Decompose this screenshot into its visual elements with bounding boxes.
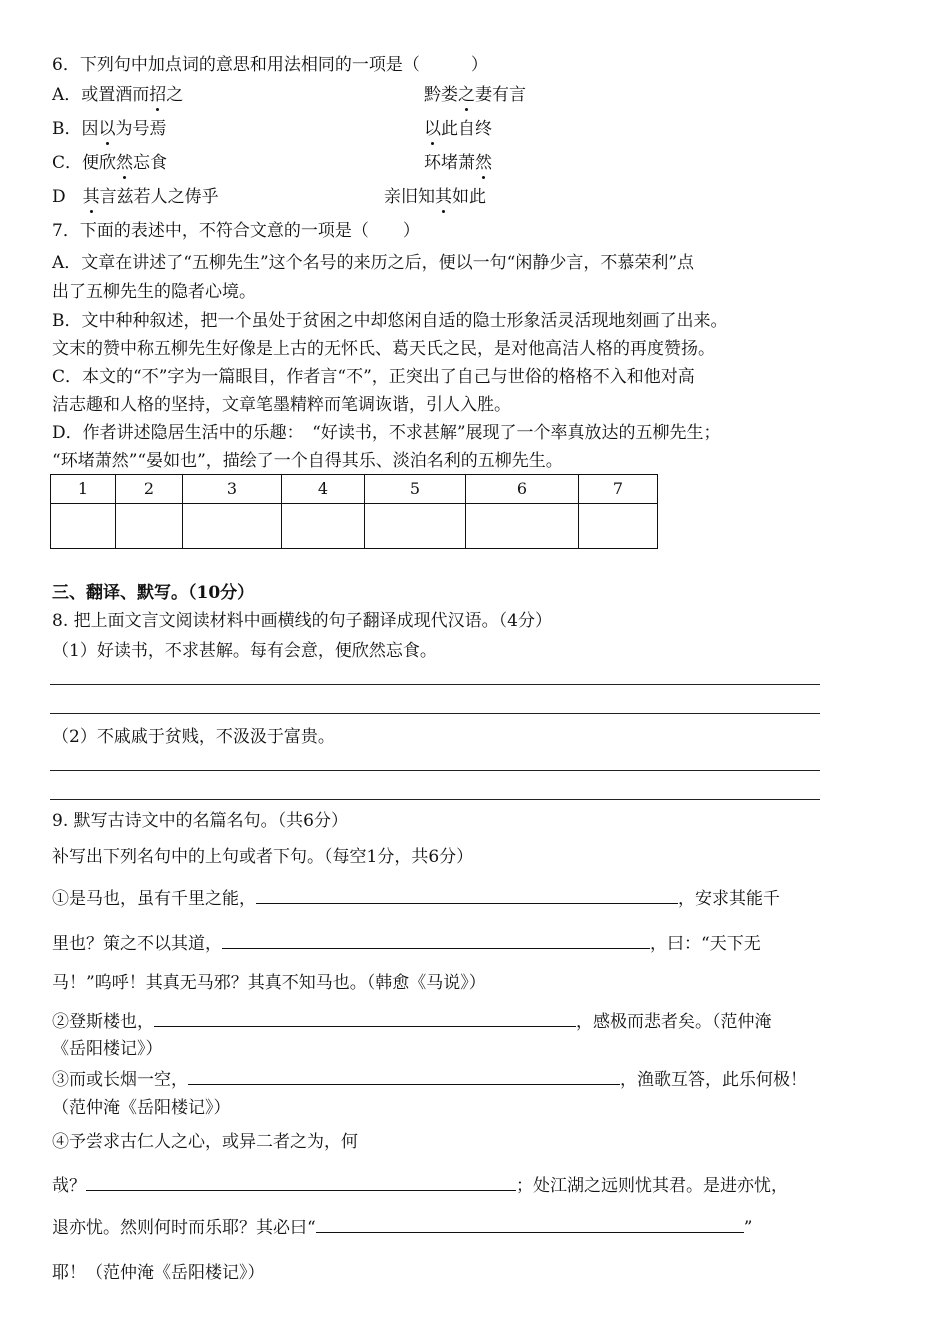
answer-cell[interactable] [51, 504, 116, 549]
q7-stem: 7．下面的表述中，不符合文意的一项是（ ） [52, 221, 420, 241]
q9-sub: 补写出下列名句中的上句或者下句。（每空1分，共6分） [52, 847, 474, 867]
answer-header: 5 [365, 475, 466, 504]
fill-blank[interactable] [256, 887, 678, 904]
answer-header: 6 [466, 475, 579, 504]
fill-blank[interactable] [316, 1216, 744, 1233]
answer-header: 7 [579, 475, 658, 504]
q7-line: B．文中种种叙述，把一个虽处于贫困之中却悠闲自适的隐士形象活灵活现地刻画了出来。 [52, 311, 728, 331]
answer-line[interactable] [50, 713, 820, 714]
q6-option-b-right: 以此自终 [424, 119, 492, 139]
q9-line-9: 哉？ ；处江湖之远则忧其君。是进亦忧， [52, 1176, 788, 1196]
answer-line[interactable] [50, 799, 820, 800]
answer-line[interactable] [50, 684, 820, 685]
q9-line-11: 耶！（范仲淹《岳阳楼记》） [52, 1263, 265, 1283]
q7-line: 文末的赞中称五柳先生好像是上古的无怀氏、葛天氏之民，是对他高洁人格的再度赞扬。 [52, 339, 715, 359]
q9-line-4: ②登斯楼也， ，感极而悲者矣。（范仲淹 [52, 1012, 772, 1032]
q9-line-10: 退亦忧。然则何时而乐耶？其必曰“ ” [52, 1218, 753, 1238]
q7-line: A．文章在讲述了“五柳先生”这个名号的来历之后，便以一句“闲静少言，不慕荣利”点 [52, 253, 695, 273]
section-3-heading: 三、翻译、默写。（10分） [52, 583, 255, 603]
answer-cell[interactable] [183, 504, 282, 549]
q7-line: “环堵萧然”“晏如也”，描绘了一个自得其乐、淡泊名利的五柳先生。 [52, 451, 563, 471]
q6-option-b-left: B．因以为号焉 [52, 119, 167, 139]
q6-option-d-right: 亲旧知其如此 [384, 187, 486, 207]
q6-stem: 6．下列句中加点词的意思和用法相同的一项是（ ） [52, 55, 488, 75]
q9-line-6: ③而或长烟一空， ，渔歌互答，此乐何极！ [52, 1070, 807, 1090]
q9-line-3: 马！”呜呼！其真无马邪？其真不知马也。（韩愈《马说》） [52, 973, 486, 993]
answer-header: 4 [282, 475, 365, 504]
answer-cell[interactable] [466, 504, 579, 549]
q9-stem: 9. 默写古诗文中的名篇名句。（共6分） [52, 811, 348, 831]
q8-stem: 8. 把上面文言文阅读材料中画横线的句子翻译成现代汉语。（4分） [52, 611, 552, 631]
answer-cell[interactable] [116, 504, 183, 549]
q7-line: D．作者讲述隐居生活中的乐趣： “好读书，不求甚解”展现了一个率真放达的五柳先生； [52, 423, 721, 443]
q9-line-5: 《岳阳楼记》） [52, 1039, 163, 1059]
q9-line-2: 里也？策之不以其道， ，曰：“天下无 [52, 934, 761, 954]
q7-line: 出了五柳先生的隐者心境。 [52, 282, 256, 302]
answer-cell[interactable] [579, 504, 658, 549]
fill-blank[interactable] [86, 1174, 516, 1191]
answer-cell[interactable] [365, 504, 466, 549]
q6-option-a-left: A．或置酒而招之 [52, 85, 184, 105]
q8-sentence-2: （2）不戚戚于贫贱，不汲汲于富贵。 [52, 727, 335, 747]
q6-option-c-right: 环堵萧然 [424, 153, 492, 173]
q6-option-a-right: 黔娄之妻有言 [424, 85, 526, 105]
q9-line-8: ④予尝求古仁人之心，或异二者之为，何 [52, 1132, 358, 1152]
q8-sentence-1: （1）好读书，不求甚解。每有会意，便欣然忘食。 [52, 641, 437, 661]
fill-blank[interactable] [222, 932, 650, 949]
answer-table [50, 474, 658, 549]
q9-line-1: ①是马也，虽有千里之能， ，安求其能千 [52, 889, 780, 909]
q7-line: 洁志趣和人格的坚持，文章笔墨精粹而笔调诙谐，引人入胜。 [52, 395, 511, 415]
answer-cell[interactable] [282, 504, 365, 549]
answer-header: 1 [51, 475, 116, 504]
q6-option-d-left: D 其言兹若人之俦乎 [52, 187, 219, 207]
answer-header: 3 [183, 475, 282, 504]
q9-line-7: （范仲淹《岳阳楼记》） [52, 1098, 231, 1118]
fill-blank[interactable] [188, 1068, 620, 1085]
q6-option-c-left: C．便欣然忘食 [52, 153, 168, 173]
answer-header: 2 [116, 475, 183, 504]
q7-line: C．本文的“不”字为一篇眼目，作者言“不”，正突出了自己与世俗的格格不入和他对高 [52, 367, 695, 387]
answer-line[interactable] [50, 770, 820, 771]
fill-blank[interactable] [154, 1010, 576, 1027]
